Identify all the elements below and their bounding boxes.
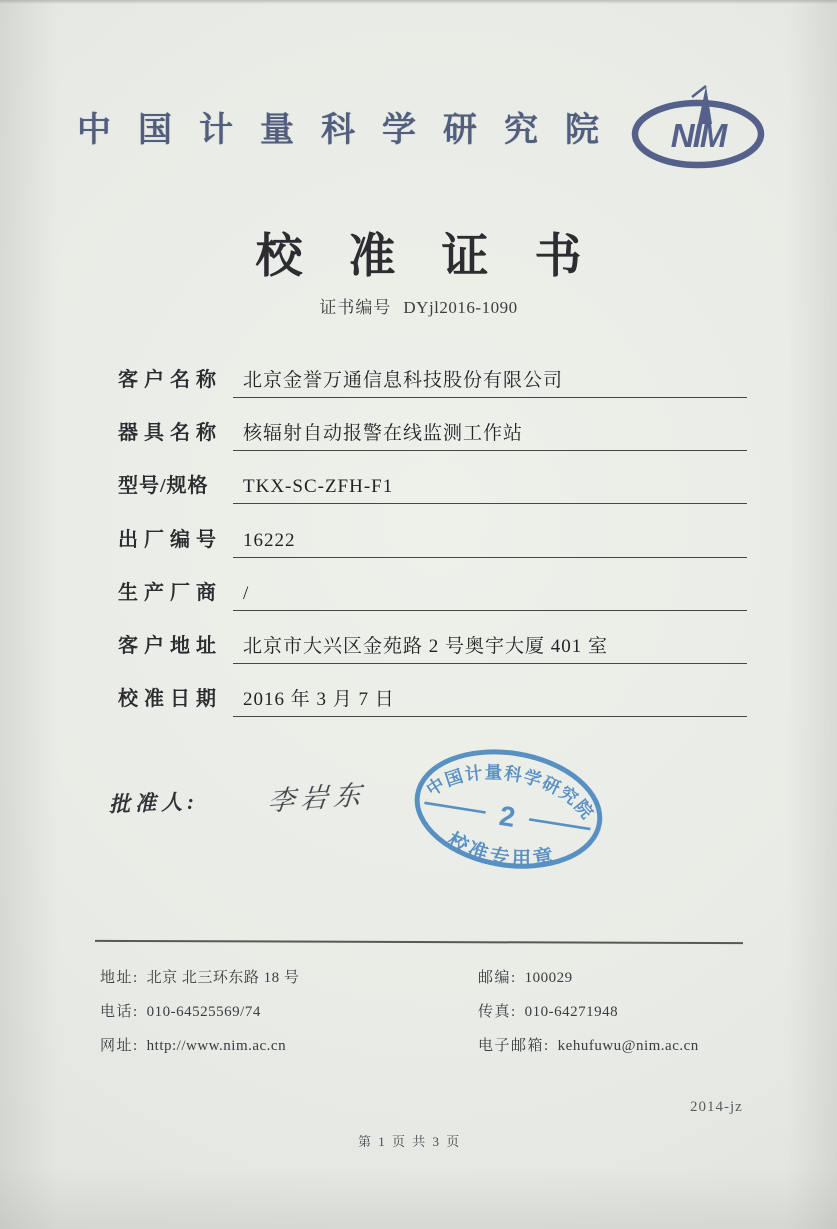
field-value: TKX-SC-ZFH-F1 (233, 474, 747, 504)
contact-value: 010-64271948 (524, 1004, 619, 1020)
field-label: 生产厂商 (118, 581, 222, 604)
stamp-top-text: 中国计量科学研究院 (422, 762, 599, 824)
contact-fax (478, 1000, 618, 1021)
field-label: 器具名称 (118, 422, 222, 445)
contact-label: 网址: (100, 1038, 139, 1054)
form-row-instrument-name (118, 416, 747, 469)
nim-logo-text: NIM (670, 117, 726, 154)
form-code: 2014-jz (690, 1099, 743, 1115)
field-label: 出厂编号 (118, 528, 222, 551)
contact-label: 传真: (478, 1004, 517, 1020)
contact-row (100, 966, 760, 1000)
contact-label: 地址: (100, 970, 139, 986)
contact-value: 北京 北三环东路 18 号 (146, 970, 300, 986)
contact-phone (100, 1000, 478, 1021)
svg-text:校准专用章 (441, 826, 562, 878)
footer-divider (95, 940, 743, 944)
contact-label: 电话: (100, 1004, 139, 1020)
approver-signature: 李岩东 (266, 779, 368, 817)
form-row-customer-address (118, 629, 747, 682)
field-value: 2016 年 3 月 7 日 (233, 687, 747, 717)
nim-logo-icon (622, 84, 774, 172)
org-name: 中国计量科学研究院 (77, 112, 626, 149)
field-value: 北京市大兴区金苑路 2 号奥宇大厦 401 室 (233, 634, 747, 664)
form-row-manufacturer (118, 576, 747, 629)
contact-row (100, 1034, 760, 1068)
field-label: 校准日期 (118, 688, 222, 711)
form-row-serial-number (118, 523, 747, 576)
stamp-bottom-text: 校准专用章 (443, 829, 558, 871)
contact-address (100, 966, 478, 987)
contact-label: 电子邮箱: (478, 1038, 550, 1054)
certificate-number-row (0, 293, 837, 318)
field-value: 北京金誉万通信息科技股份有限公司 (233, 368, 747, 398)
certificate-title: 校准证书 (255, 231, 628, 283)
contact-label: 邮编: (478, 970, 517, 986)
field-label: 型号/规格 (118, 475, 209, 498)
contact-value: http://www.nim.ac.cn (146, 1038, 287, 1054)
contact-website (100, 1034, 478, 1055)
certificate-number-value: DYjl2016-1090 (403, 298, 518, 317)
field-value: / (233, 581, 747, 611)
contact-value: kehufuwu@nim.ac.cn (557, 1038, 699, 1054)
contact-value: 100029 (524, 970, 573, 986)
field-label: 客户名称 (118, 369, 222, 391)
contact-zip (478, 966, 573, 987)
field-value: 核辐射自动报警在线监测工作站 (233, 421, 747, 451)
approver-label: 批准人: (108, 789, 200, 817)
form-row-model-spec (118, 469, 747, 522)
certificate-form (118, 363, 747, 735)
contact-value: 010-64525569/74 (146, 1004, 261, 1020)
official-stamp (391, 720, 624, 903)
field-label: 客户地址 (118, 634, 222, 657)
page-indicator: 第 1 页 共 3 页 (358, 1134, 462, 1149)
stamp-number: 2 (497, 799, 518, 833)
field-value: 16222 (233, 528, 747, 558)
form-row-customer-name (118, 363, 747, 416)
contact-email (478, 1034, 699, 1055)
footer-contacts (100, 966, 760, 1068)
certificate-number-label: 证书编号 (319, 298, 392, 317)
contact-row (100, 1000, 760, 1034)
